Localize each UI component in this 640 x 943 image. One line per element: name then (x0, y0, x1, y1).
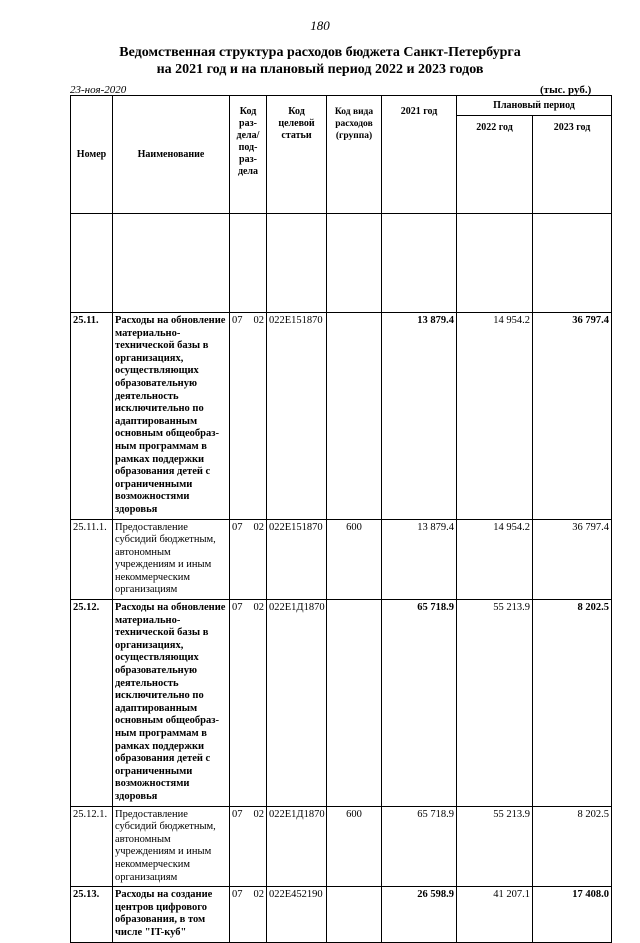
units-label: (тыс. руб.) (540, 84, 592, 96)
header-year-2021: 2021 год (382, 96, 457, 214)
row-value-2021: 65 718.9 (382, 600, 457, 807)
row-value-2023: 36 797.4 (533, 519, 612, 600)
document-date: 23-ноя-2020 (70, 84, 127, 96)
row-section-code: 07 02 (230, 519, 267, 600)
row-value-2022: 14 954.2 (457, 313, 533, 520)
header-year-2022: 2022 год (457, 116, 533, 214)
row-name: Предоставление субсидий бюджетным, автономным учреждениям и иным некоммерческим организациям (113, 806, 230, 887)
header-number: Номер (71, 96, 113, 214)
row-value-2023: 36 797.4 (533, 313, 612, 520)
title-line-2: на 2021 год и на плановый период 2022 и 2023 годов (156, 62, 484, 77)
row-name: Предоставление субсидий бюджетным, автономным учреждениям и иным некоммерческим организациям (113, 519, 230, 600)
row-name: Расходы на обновление материально-технической базы в организациях, осуществляющих образовательную деятельность исключительно по адаптированным основным общеобраз-ным программам в рамках поддержки образования детей с ограниченными возможностями здоровья (113, 313, 230, 520)
row-expense-code: 600 (327, 519, 382, 600)
table-row (71, 887, 612, 942)
row-target-code: 022Е1Д1870 (267, 806, 327, 887)
row-section-code: 07 02 (230, 600, 267, 807)
row-value-2021: 26 598.9 (382, 887, 457, 942)
table-row (71, 313, 612, 520)
table-row (71, 600, 612, 807)
row-expense-code: 600 (327, 806, 382, 887)
row-section-code: 07 02 (230, 887, 267, 942)
header-year-2023: 2023 год (533, 116, 612, 214)
row-number: 25.11. (71, 313, 113, 520)
header-spacer-row (71, 214, 612, 313)
row-target-code: 022Е151870 (267, 313, 327, 520)
row-number: 25.11.1. (71, 519, 113, 600)
table-row (71, 806, 612, 887)
page-number: 180 (310, 18, 330, 33)
document-title (0, 44, 640, 78)
row-number: 25.12.1. (71, 806, 113, 887)
row-target-code: 022Е452190 (267, 887, 327, 942)
row-expense-code (327, 887, 382, 942)
row-value-2022: 55 213.9 (457, 600, 533, 807)
row-value-2022: 41 207.1 (457, 887, 533, 942)
row-target-code: 022Е151870 (267, 519, 327, 600)
header-expense-code: Код вида расходов (группа) (327, 96, 382, 214)
row-value-2021: 65 718.9 (382, 806, 457, 887)
row-value-2021: 13 879.4 (382, 519, 457, 600)
row-target-code: 022Е1Д1870 (267, 600, 327, 807)
row-value-2023: 17 408.0 (533, 887, 612, 942)
row-expense-code (327, 600, 382, 807)
header-planning-period: Плановый период (457, 96, 612, 116)
header-section-code: Код раз-дела/ под-раз-дела (230, 96, 267, 214)
row-expense-code (327, 313, 382, 520)
row-section-code: 07 02 (230, 806, 267, 887)
budget-table (70, 95, 612, 943)
title-line-1: Ведомственная структура расходов бюджета Санкт-Петербурга (119, 45, 521, 60)
row-number: 25.13. (71, 887, 113, 942)
row-value-2023: 8 202.5 (533, 600, 612, 807)
row-number: 25.12. (71, 600, 113, 807)
row-name: Расходы на обновление материально-технической базы в организациях, осуществляющих образовательную деятельность исключительно по адаптированным основным общеобраз-ным программам в рамках поддержки образования детей с ограниченными возможностями здоровья (113, 600, 230, 807)
row-value-2021: 13 879.4 (382, 313, 457, 520)
row-value-2023: 8 202.5 (533, 806, 612, 887)
row-value-2022: 55 213.9 (457, 806, 533, 887)
header-name: Наименование (113, 96, 230, 214)
table-row (71, 519, 612, 600)
header-target-code: Код целевой статьи (267, 96, 327, 214)
row-value-2022: 14 954.2 (457, 519, 533, 600)
row-section-code: 07 02 (230, 313, 267, 520)
row-name: Расходы на создание центров цифрового образования, в том числе "IT-куб" (113, 887, 230, 942)
